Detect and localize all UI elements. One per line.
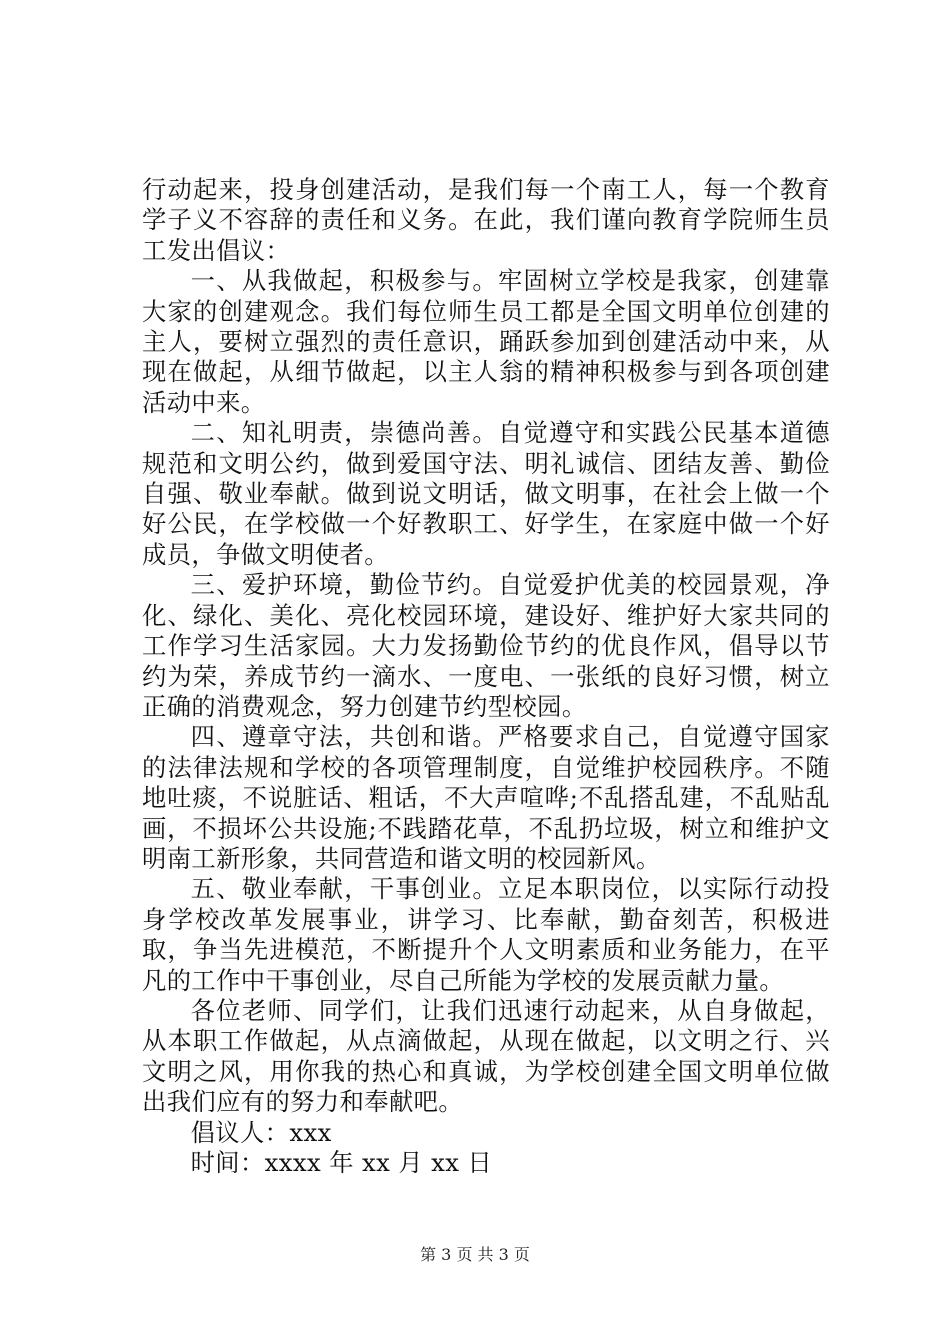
page-number-footer: 第 3 页 共 3 页 (420, 1245, 530, 1264)
paragraph-closing: 各位老师、同学们，让我们迅速行动起来，从自身做起，从本职工作做起，从点滴做起，从现在做起，以文明之行、兴文明之风，用你我的热心和真诚，为学校创建全国文明单位做出我们应有的努力和奉献吧。 (142, 995, 830, 1117)
date-line: 时间：xxxx 年 xx 月 xx 日 (190, 1148, 493, 1177)
paragraph-point-4: 四、遵章守法，共创和谐。严格要求自己，自觉遵守国家的法律法规和学校的各项管理制度，自觉维护校园秩序。不随地吐痰，不说脏话、粗话，不大声喧哗;不乱搭乱建，不乱贴乱画，不损坏公共设施;不践踏花草，不乱扔垃圾，树立和维护文明南工新形象，共同营造和谐文明的校园新风。 (142, 722, 830, 873)
paragraph-point-2: 二、知礼明责，崇德尚善。自觉遵守和实践公民基本道德规范和文明公约，做到爱国守法、明礼诚信、团结友善、勤俭自强、敬业奉献。做到说文明话，做文明事，在社会上做一个好公民，在学校做一个好教职工、好学生，在家庭中做一个好成员，争做文明使者。 (142, 418, 830, 569)
paragraph-point-1: 一、从我做起，积极参与。牢固树立学校是我家，创建靠大家的创建观念。我们每位师生员工都是全国文明单位创建的主人，要树立强烈的责任意识，踊跃参加到创建活动中来，从现在做起，从细节做起，以主人翁的精神积极参与到各项创建活动中来。 (142, 266, 830, 417)
initiator-line: 倡议人：xxx (190, 1117, 332, 1147)
paragraph-opening: 行动起来，投身创建活动，是我们每一个南工人，每一个教育学子义不容辞的责任和义务。在此，我们谨向教育学院师生员工发出倡议： (142, 175, 830, 265)
paragraph-point-5: 五、敬业奉献，干事创业。立足本职岗位，以实际行动投身学校改革发展事业，讲学习、比奉献，勤奋刻苦，积极进取，争当先进模范，不断提升个人文明素质和业务能力，在平凡的工作中干事创业，尽自己所能为学校的发展贡献力量。 (142, 874, 830, 995)
document-body (142, 175, 830, 1178)
paragraph-point-3: 三、爱护环境，勤俭节约。自觉爱护优美的校园景观，净化、绿化、美化、亮化校园环境，建设好、维护好大家共同的工作学习生活家园。大力发扬勤俭节约的优良作风，倡导以节约为荣，养成节约一滴水、一度电、一张纸的良好习惯，树立正确的消费观念，努力创建节约型校园。 (142, 570, 830, 721)
